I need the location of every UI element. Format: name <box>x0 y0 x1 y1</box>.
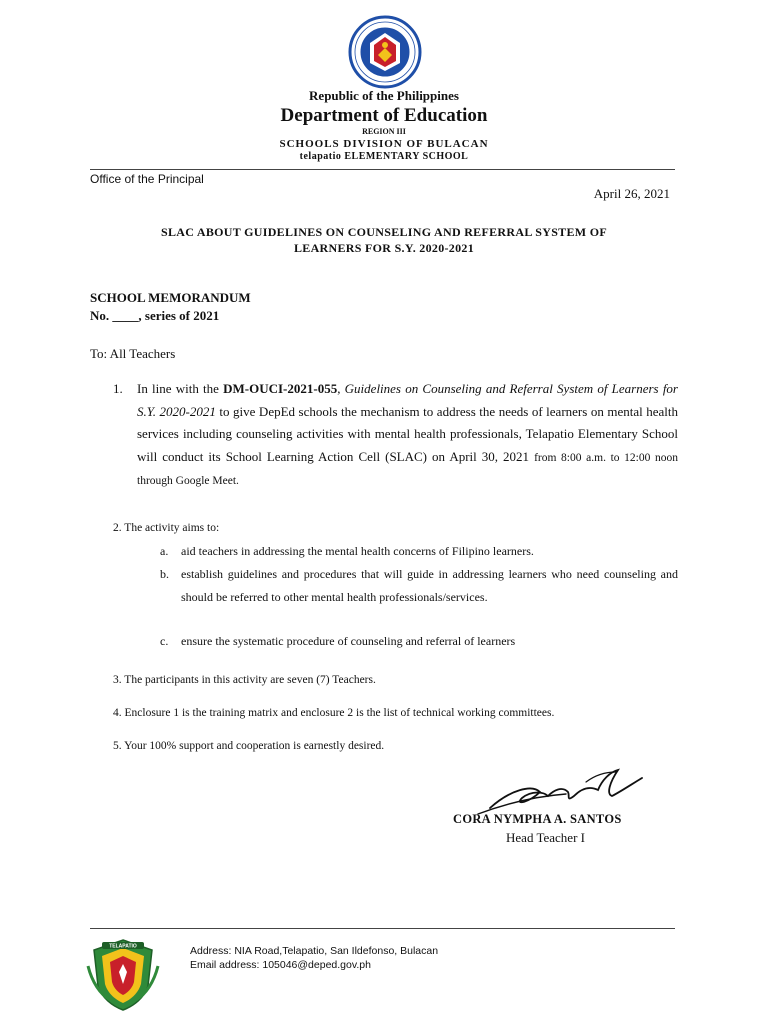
memo-heading <box>90 289 251 325</box>
memo-label: SCHOOL MEMORANDUM <box>90 290 251 305</box>
aim-letter: a. <box>160 544 169 558</box>
region-heading: REGION III <box>362 127 406 136</box>
paragraph-2-intro: 2. The activity aims to: <box>113 522 220 534</box>
paragraph-1-body: to give DepEd schools the mechanism to address the needs of learners on mental health services including counseling activities with mental health professionals, Telapatio Elementary School will conduct its School Learning Action Cell (SLAC) on April 30, 2021 <box>137 403 678 464</box>
paragraph-4: 4. Enclosure 1 is the training matrix and enclosure 2 is the list of technical working committees. <box>113 707 555 719</box>
aim-text: establish guidelines and procedures that will guide in addressing learners who need counseling and should be referred to other mental health professionals/services. <box>181 567 678 604</box>
school-logo-icon <box>86 936 160 1014</box>
office-label: Office of the Principal <box>90 172 204 186</box>
memo-reference: DM-OUCI-2021-055 <box>223 381 338 396</box>
aim-item-a <box>160 540 678 563</box>
footer-address: Address: NIA Road,Telapatio, San Ildefonso, Bulacan <box>190 945 439 957</box>
paragraph-1-lead: In line with the <box>137 381 224 396</box>
signatory-name: CORA NYMPHA A. SANTOS <box>453 812 622 826</box>
aim-letter: c. <box>160 634 169 648</box>
paragraph-5: 5. Your 100% support and cooperation is earnestly desired. <box>113 740 385 752</box>
paragraph-1-number: 1. <box>113 381 123 396</box>
division-heading: SCHOOLS DIVISION OF BULACAN <box>279 138 489 150</box>
aim-letter: b. <box>160 567 169 581</box>
memo-title-line-1: SLAC ABOUT GUIDELINES ON COUNSELING AND REFERRAL SYSTEM OF <box>161 225 607 239</box>
aim-item-b <box>160 563 678 609</box>
memo-title <box>90 224 678 256</box>
republic-heading: Republic of the Philippines <box>309 88 459 103</box>
paragraph-1-schedule: from 8:00 a.m. to 12:00 noon through Google Meet. <box>137 451 678 487</box>
footer-email: Email address: 105046@deped.gov.ph <box>190 958 371 971</box>
aim-text: aid teachers in addressing the mental health concerns of Filipino learners. <box>181 544 534 558</box>
memo-date: April 26, 2021 <box>593 186 670 201</box>
footer-contact <box>190 945 438 972</box>
school-heading: telapatio ELEMENTARY SCHOOL <box>299 151 469 162</box>
paragraph-1-comma: , <box>337 381 345 396</box>
memo-recipients: To: All Teachers <box>90 346 176 361</box>
department-heading: Department of Education <box>280 105 488 126</box>
memo-number: No. ____, series of 2021 <box>90 308 220 323</box>
deped-seal-icon <box>348 15 422 89</box>
guidelines-title: Guidelines on Counseling and Referral System of Learners for S.Y. 2020-2021 <box>137 381 678 419</box>
header-divider <box>90 169 675 170</box>
paragraph-1 <box>137 378 678 493</box>
memo-title-line-2: LEARNERS FOR S.Y. 2020-2021 <box>293 241 474 255</box>
signatory-title: Head Teacher I <box>506 830 585 845</box>
aim-text: ensure the systematic procedure of counseling and referral of learners <box>181 634 516 648</box>
aim-item-c <box>160 630 678 653</box>
paragraph-3: 3. The participants in this activity are seven (7) Teachers. <box>113 674 376 686</box>
school-logo-lettering: TELAPATIO <box>109 943 137 950</box>
footer-divider <box>90 928 675 929</box>
